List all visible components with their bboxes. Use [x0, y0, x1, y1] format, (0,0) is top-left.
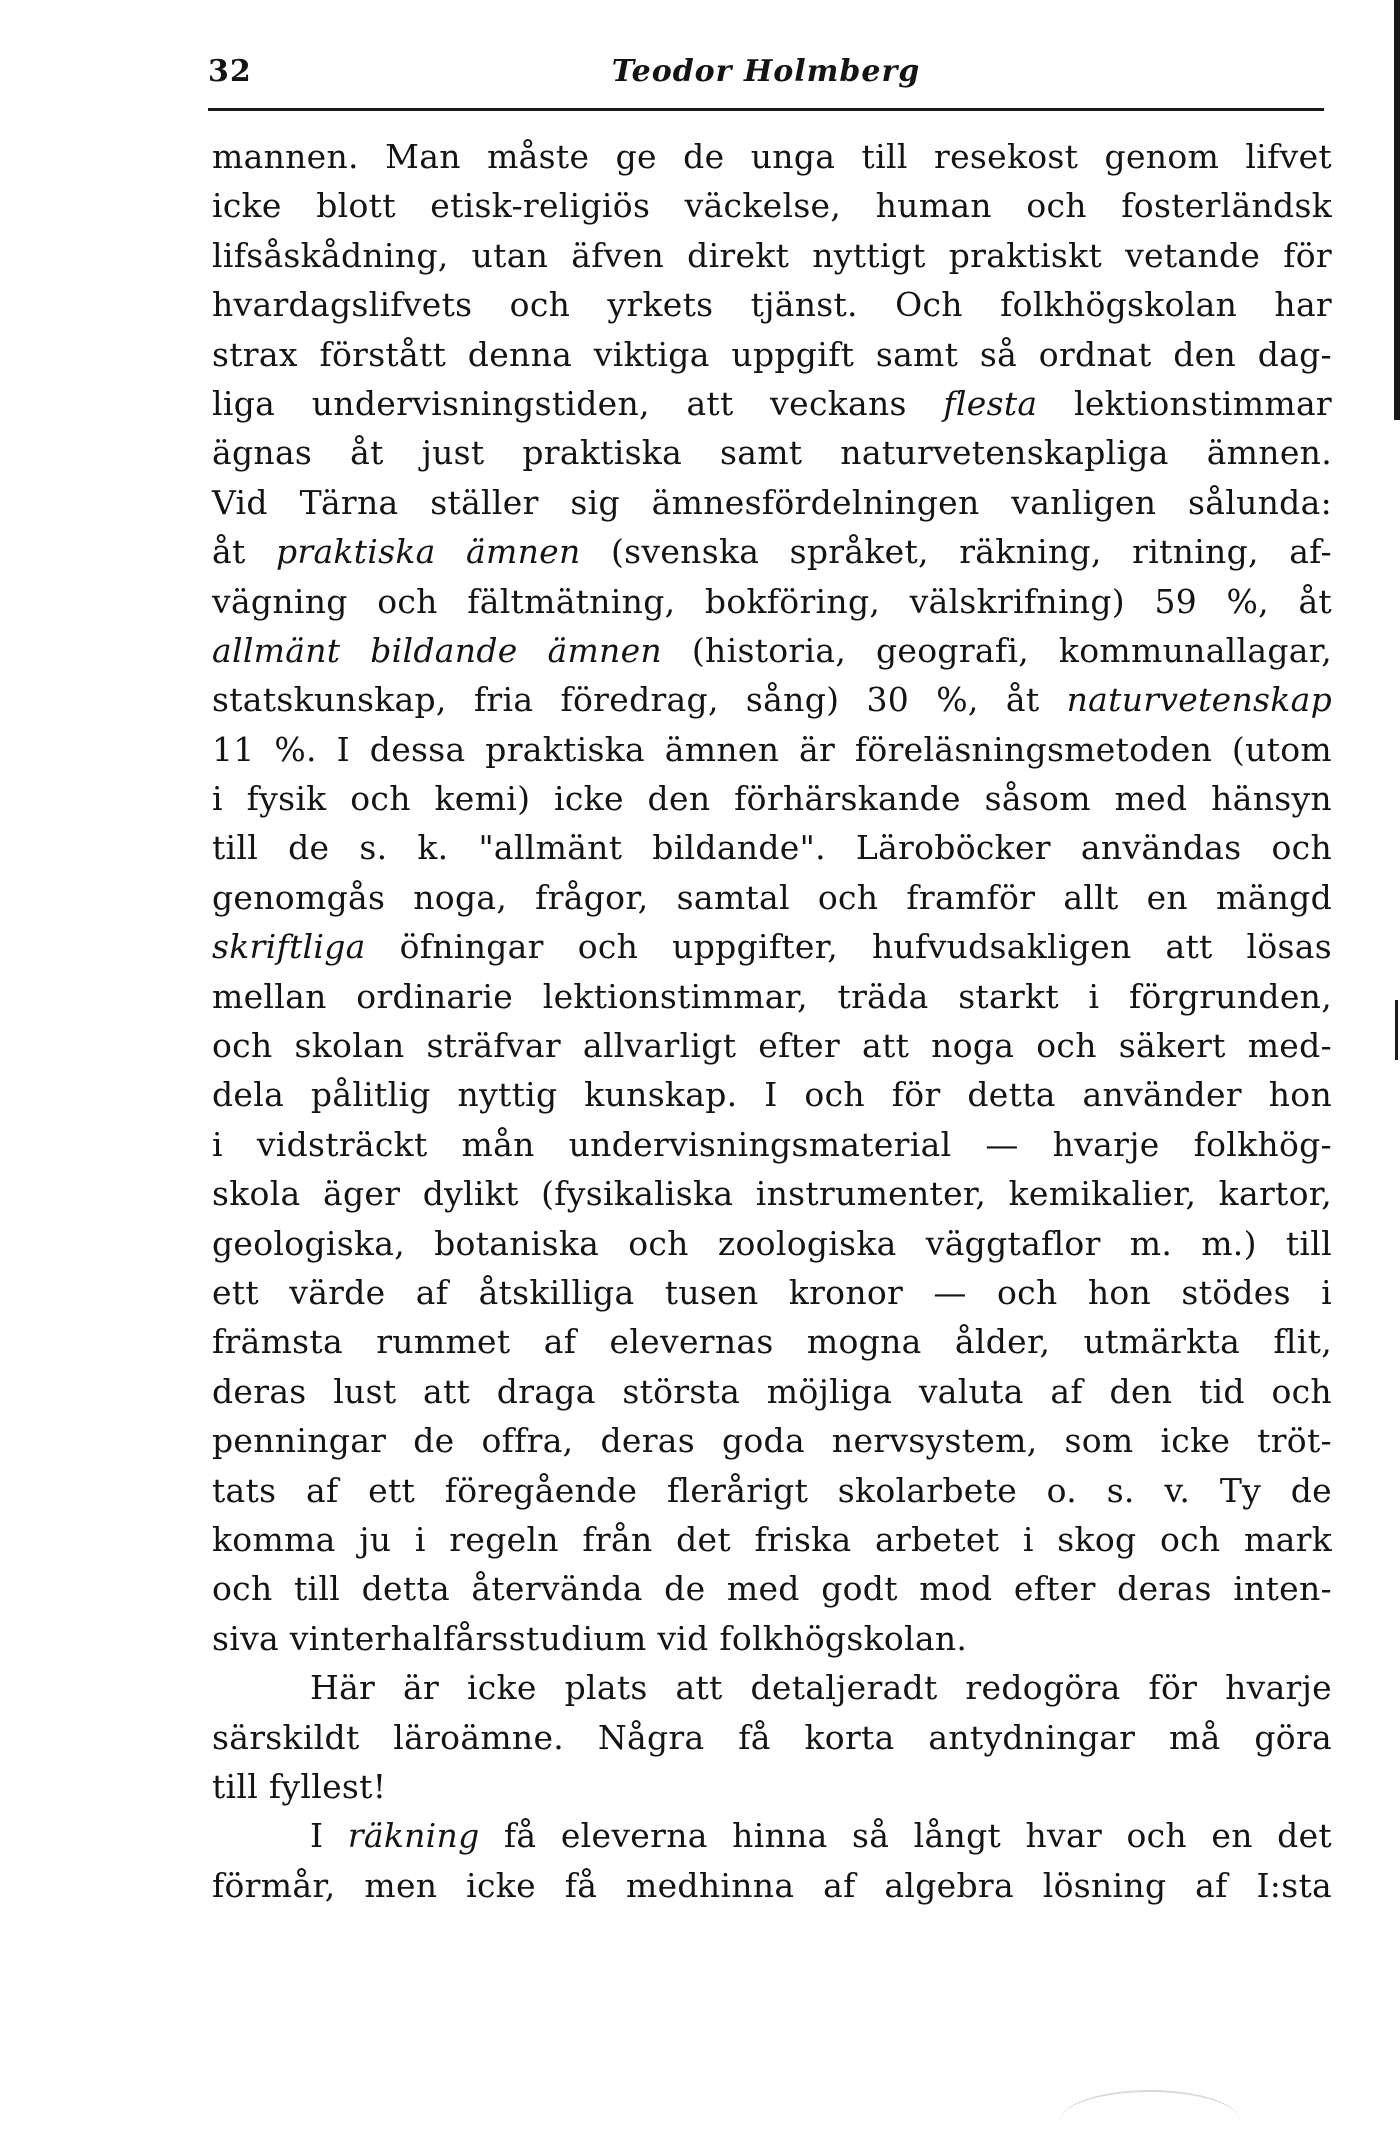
italic-term: skriftliga [212, 927, 366, 967]
text-line: Vid Tärna ställer sig ämnesfördelningen vanligen sålunda: [212, 482, 1332, 522]
text-line: i vidsträckt mån undervisningsmaterial — hvarje folkhög- [212, 1124, 1332, 1164]
text-line: mannen. Man måste ge de unga till resekost genom lifvet [212, 137, 1332, 176]
text-line: liga undervisningstiden, att veckans flesta lektionstimmar [212, 383, 1332, 423]
text-line: skriftliga öfningar och uppgifter, hufvudsakligen att lösas [212, 927, 1332, 967]
italic-term: räkning [347, 1816, 480, 1856]
text-line: lifsåskådning, utan äfven direkt nyttigt praktiskt vetande för [212, 235, 1332, 275]
text-line: ett värde af åtskilliga tusen kronor — och hon stödes i [212, 1272, 1332, 1312]
scan-artifact [1060, 2090, 1240, 2152]
running-head [208, 44, 1324, 111]
running-title: Teodor Holmberg [611, 54, 921, 89]
text-line: mellan ordinarie lektionstimmar, träda starkt i förgrunden, [212, 976, 1332, 1016]
text-line: 11 %. I dessa praktiska ämnen är föreläsningsmetoden (utom [212, 729, 1332, 769]
scan-edge-mark [1395, 1000, 1398, 1060]
italic-term: praktiska ämnen [275, 532, 581, 572]
text-line: förmår, men icke få medhinna af algebra lösning af I:sta [212, 1865, 1332, 1905]
text-line: statskunskap, fria föredrag, sång) 30 %, åt naturvetenskap [212, 680, 1332, 720]
scan-edge-mark [1394, 0, 1400, 420]
page-number: 32 [208, 54, 252, 89]
text-line: penningar de offra, deras goda nervsystem, som icke tröt- [212, 1421, 1332, 1461]
text-line: till de s. k. "allmänt bildande". Läroböcker användas och [212, 828, 1332, 868]
text-line: icke blott etisk-religiös väckelse, human och fosterländsk [212, 186, 1332, 226]
text-line: skola äger dylikt (fysikaliska instrumenter, kemikalier, kartor, [212, 1174, 1332, 1214]
text-line: allmänt bildande ämnen (historia, geografi, kommunallagar, [212, 630, 1332, 670]
text-line: och till detta återvända de med godt mod efter deras inten- [212, 1569, 1332, 1609]
text-line: åt praktiska ämnen (svenska språket, räkning, ritning, af- [212, 532, 1333, 572]
text-line: i fysik och kemi) icke den förhärskande såsom med hänsyn [212, 779, 1332, 819]
text-line: hvardagslifvets och yrkets tjänst. Och folkhögskolan har [212, 285, 1332, 325]
text-line: siva vinterhalfårsstudium vid folkhögskolan. [212, 1618, 968, 1658]
text-line: Här är icke plats att detaljeradt redogöra för hvarje [310, 1668, 1332, 1708]
text-line: deras lust att draga största möjliga valuta af den tid och [212, 1371, 1332, 1411]
text-line: vägning och fältmätning, bokföring, välskrifning) 59 %, åt [212, 581, 1332, 621]
italic-term: allmänt bildande ämnen [212, 630, 662, 670]
text-line: särskildt läroämne. Några få korta antydningar må göra [212, 1717, 1332, 1757]
text-line: dela pålitlig nyttig kunskap. I och för detta använder hon [212, 1075, 1332, 1115]
italic-term: flesta [943, 383, 1038, 423]
text-line: främsta rummet af elevernas mogna ålder, utmärkta flit, [212, 1322, 1332, 1362]
italic-term: naturvetenskap [1066, 680, 1332, 720]
text-line: och skolan sträfvar allvarligt efter att noga och säkert med- [212, 1026, 1332, 1066]
text-line: I räkning få eleverna hinna så långt hvar och en det [310, 1816, 1332, 1856]
text-line: strax förstått denna viktiga uppgift samt så ordnat den dag- [212, 334, 1332, 374]
text-line: tats af ett föregående flerårigt skolarbete o. s. v. Ty de [212, 1470, 1332, 1510]
text-line: till fyllest! [212, 1766, 387, 1806]
body-text [212, 132, 1332, 1910]
text-line: genomgås noga, frågor, samtal och framför allt en mängd [212, 877, 1332, 917]
text-line: geologiska, botaniska och zoologiska väggtaflor m. m.) till [212, 1223, 1332, 1263]
text-line: komma ju i regeln från det friska arbetet i skog och mark [212, 1519, 1332, 1559]
text-line: ägnas åt just praktiska samt naturvetenskapliga ämnen. [212, 433, 1332, 473]
